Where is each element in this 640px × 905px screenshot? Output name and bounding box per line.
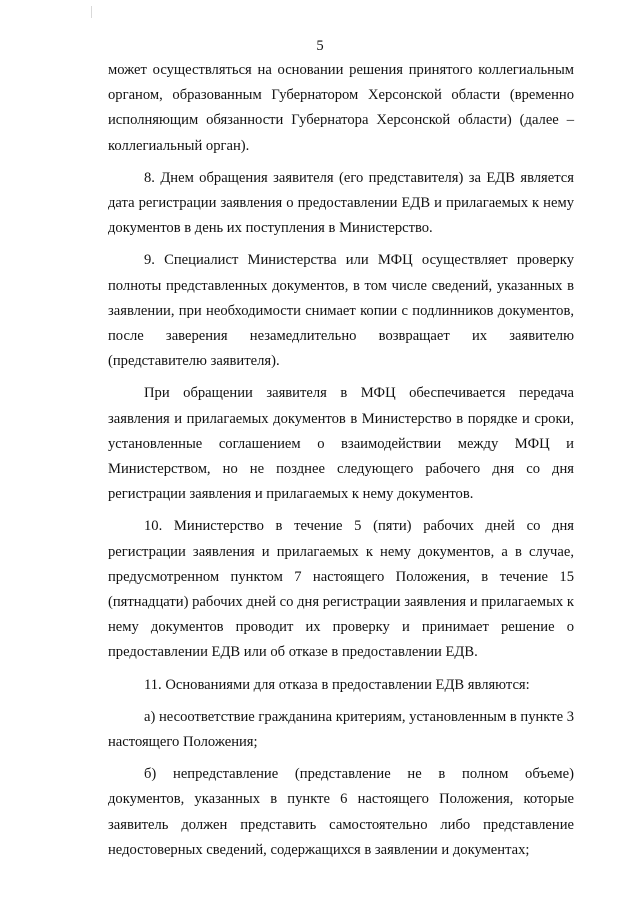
paragraph-8: 8. Днем обращения заявителя (его представителя) за ЕДВ является дата регистрации заявления о предоставлении ЕДВ и прилагаемых к нему документов в день их поступления в Министерство. (108, 169, 574, 237)
paragraph-11-a: а) несоответствие гражданина критериям, установленным в пункте 3 настоящего Положения; (108, 708, 574, 751)
paragraph-10: 10. Министерство в течение 5 (пяти) рабочих дней со дня регистрации заявления и прилагаемых к нему документов, а в случае, предусмотренном пунктом 7 настоящего Положения, в течение 15 (пятнадцати) рабочих дней со дня регистрации заявления и прилагаемых к нему документов проводит их проверку и принимает решение о предоставлении ЕДВ или об отказе в предоставлении ЕДВ. (108, 518, 574, 661)
scan-artifact (91, 6, 92, 18)
page-number: 5 (316, 38, 324, 54)
paragraph-mfc-transfer: При обращении заявителя в МФЦ обеспечивается передача заявления и прилагаемых документов в Министерство в порядке и сроки, установленные соглашением о взаимодействии между МФЦ и Министерством, но не позднее следующего рабочего дня со дня регистрации заявления и прилагаемых к нему документов. (108, 385, 574, 503)
paragraph-continuation: может осуществляться на основании решения принятого коллегиальным органом, образованным Губернатором Херсонской области (временно исполняющим обязанности Губернатора Херсонской области) (далее – коллегиальный орган). (108, 62, 574, 154)
document-body (108, 58, 574, 870)
paragraph-11-b: б) непредставление (представление не в полном объеме) документов, указанных в пункте 6 настоящего Положения, которые заявитель должен представить самостоятельно либо представление недостоверных сведений, содержащихся в заявлении и документах; (108, 766, 574, 858)
paragraph-9: 9. Специалист Министерства или МФЦ осуществляет проверку полноты представленных документов, в том числе сведений, указанных в заявлении, при необходимости снимает копии с подлинников документов, после заверения незамедлительно возвращает их заявителю (представителю заявителя). (108, 252, 574, 370)
paragraph-11: 11. Основаниями для отказа в предоставлении ЕДВ являются: (144, 676, 530, 693)
